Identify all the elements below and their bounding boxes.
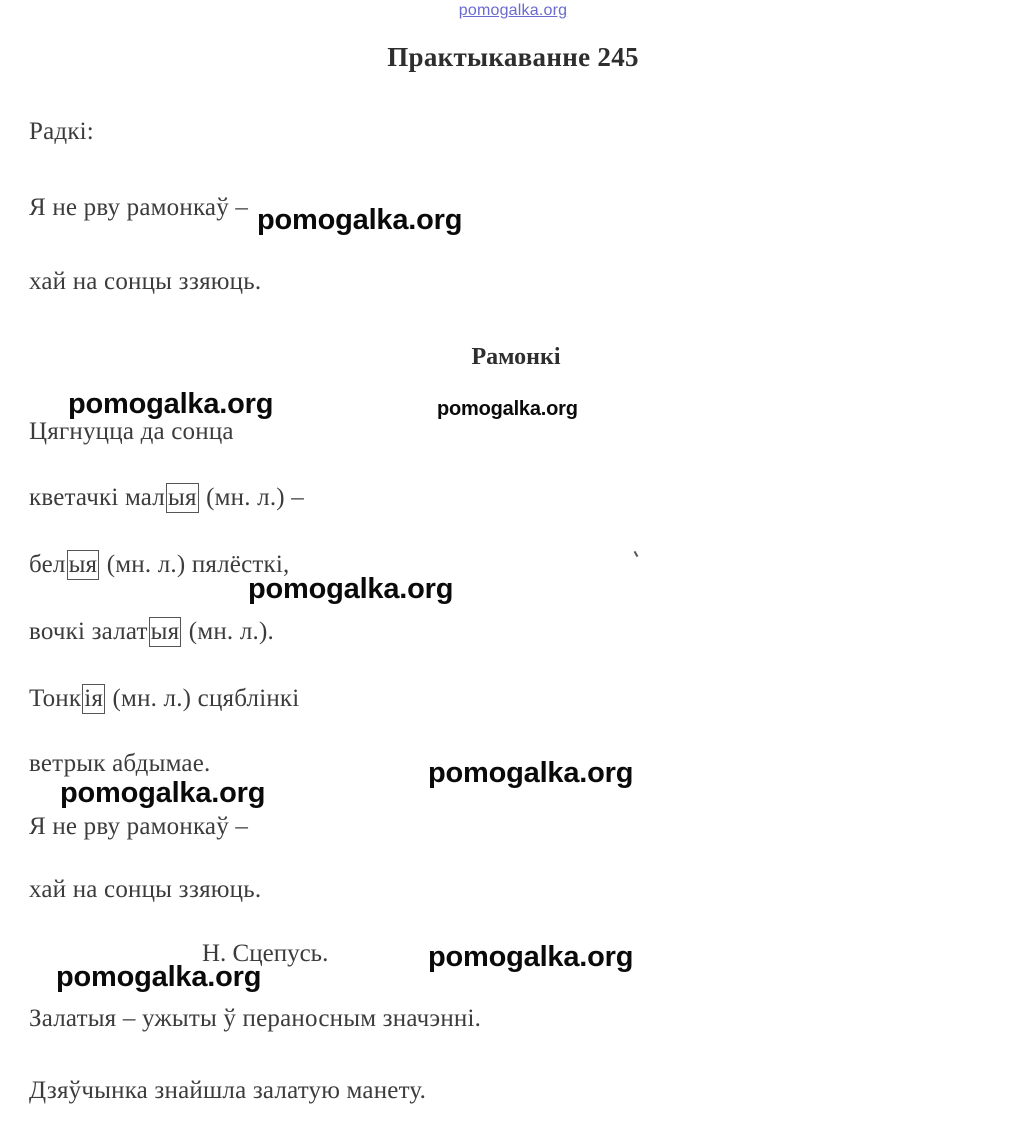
- scan-speck: [634, 551, 639, 557]
- poem-line-4-end: (мн. л.).: [182, 618, 274, 645]
- poem-line-4: [29, 617, 274, 647]
- watermark: pomogalka.org: [68, 388, 274, 420]
- poem-line-2-end: (мн. л.) –: [199, 484, 304, 511]
- poem-line-5: [29, 684, 299, 714]
- note-line-1: Залатыя – ужыты ў пераносным значэнні.: [29, 1005, 482, 1032]
- watermark: pomogalka.org: [60, 777, 266, 809]
- watermark: pomogalka.org: [56, 961, 262, 993]
- ending-box: ыя: [167, 484, 197, 511]
- poem-line-7: Я не рву рамонкаў –: [29, 813, 249, 840]
- poem-line-1: Цягнуцца да сонца: [29, 418, 234, 445]
- poem-line-8: хай на сонцы ззяюць.: [29, 876, 262, 903]
- poem-title: Рамонкі: [471, 344, 561, 370]
- intro-line-1: Я не рву рамонкаў –: [29, 194, 249, 221]
- poem-line-5-start: Тонк: [29, 685, 82, 712]
- site-link[interactable]: pomogalka.org: [458, 2, 568, 19]
- intro-line-2: хай на сонцы ззяюць.: [29, 268, 262, 295]
- intro-label: Радкі:: [29, 118, 94, 145]
- poem-line-2-start: кветачкі мал: [29, 484, 165, 511]
- poem-line-6: ветрык абдымае.: [29, 750, 211, 777]
- poem-line-5-end: (мн. л.) сцяблінкі: [106, 685, 300, 712]
- poem-line-3-start: бел: [29, 551, 66, 578]
- poem-line-4-start: вочкі залат: [29, 618, 148, 645]
- watermark: pomogalka.org: [428, 941, 634, 973]
- poem-line-2: [29, 483, 304, 513]
- watermark: pomogalka.org: [428, 757, 634, 789]
- ending-box: ыя: [150, 618, 180, 645]
- ending-box: ыя: [68, 551, 98, 578]
- watermark: pomogalka.org: [248, 573, 454, 605]
- poem-author: Н. Сцепусь.: [202, 940, 329, 967]
- watermark: pomogalka.org: [257, 204, 463, 236]
- poem-line-3-end: (мн. л.) пялёсткі,: [100, 551, 290, 578]
- ending-box: ія: [84, 685, 104, 712]
- watermark: pomogalka.org: [437, 398, 578, 420]
- page-title: Практыкаванне 245: [387, 42, 639, 72]
- note-line-2: Дзяўчынка знайшла залатую манету.: [29, 1077, 427, 1104]
